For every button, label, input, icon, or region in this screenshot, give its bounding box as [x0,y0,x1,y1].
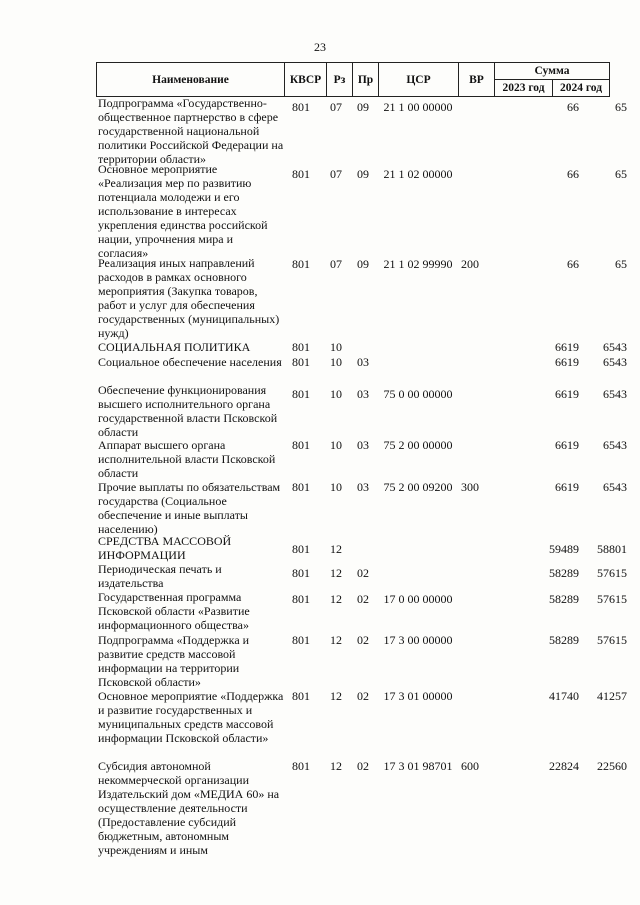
cell-s1: 6619 [555,480,579,494]
header-name: Наименование [97,63,285,96]
cell-name: Периодическая печать и издательства [98,562,222,590]
cell-name: Государственная программа Псковской области «Развитие информационного общества» [98,590,250,632]
cell-s2: 6543 [603,355,627,369]
cell-pr: 09 [357,257,369,271]
cell-s2: 22560 [597,759,627,773]
cell-name: Прочие выплаты по обязательствам государства (Социальное обеспечение и иные выплаты населению) [98,480,281,536]
page-number: 23 [314,40,326,54]
header-sum: Сумма [495,63,609,80]
cell-csr: 17 0 00 00000 [383,592,453,606]
cell-csr: 75 2 00 00000 [383,438,453,452]
cell-s1: 6619 [555,387,579,401]
cell-s1: 58289 [549,633,579,647]
cell-s2: 65 [615,257,627,271]
cell-name: Социальное обеспечение населения [98,355,282,369]
cell-kvsr: 801 [292,480,310,494]
cell-csr: 17 3 01 00000 [383,689,453,703]
cell-s2: 6543 [603,438,627,452]
cell-kvsr: 801 [292,257,310,271]
cell-rz: 12 [330,566,342,580]
cell-pr: 03 [357,438,369,452]
cell-s1: 6619 [555,355,579,369]
cell-rz: 07 [330,100,342,114]
cell-s2: 57615 [597,566,627,580]
cell-vr: 200 [461,257,479,271]
cell-s1: 66 [567,257,579,271]
cell-kvsr: 801 [292,689,310,703]
cell-name: Аппарат высшего органа исполнительной власти Псковской области [98,438,276,480]
cell-vr: 600 [461,759,479,773]
cell-s2: 65 [615,100,627,114]
cell-kvsr: 801 [292,100,310,114]
cell-rz: 07 [330,167,342,181]
cell-rz: 12 [330,633,342,647]
cell-name: СОЦИАЛЬНАЯ ПОЛИТИКА [98,340,251,354]
cell-rz: 12 [330,689,342,703]
header-kvsr: КВСР [285,63,327,96]
cell-rz: 12 [330,542,342,556]
cell-csr: 75 0 00 00000 [383,387,453,401]
header-csr: ЦСР [379,63,459,96]
cell-kvsr: 801 [292,355,310,369]
cell-s2: 58801 [597,542,627,556]
cell-rz: 10 [330,480,342,494]
cell-pr: 02 [357,633,369,647]
cell-pr: 09 [357,100,369,114]
cell-rz: 12 [330,592,342,606]
cell-name: Основное мероприятие «Поддержка и развитие государственных и муниципальных средств массовой информации Псковской области» [98,689,284,745]
cell-pr: 02 [357,566,369,580]
cell-rz: 10 [330,355,342,369]
cell-kvsr: 801 [292,542,310,556]
cell-s1: 6619 [555,438,579,452]
cell-name: СРЕДСТВА МАССОВОЙ ИНФОРМАЦИИ [98,534,232,562]
cell-csr: 21 1 00 00000 [383,100,453,114]
cell-s1: 41740 [549,689,579,703]
cell-s2: 57615 [597,592,627,606]
cell-s1: 58289 [549,592,579,606]
cell-kvsr: 801 [292,633,310,647]
cell-rz: 12 [330,759,342,773]
cell-name: Субсидия автономной некоммерческой организации Издательский дом «МЕДИА 60» на осуществление деятельности (Предоставление субсидий бюджетным, автономным учреждениям и иным [98,759,280,857]
cell-rz: 10 [330,387,342,401]
cell-pr: 02 [357,592,369,606]
cell-name: Подпрограмма «Поддержка и развитие средств массовой информации на территории Псковской области» [98,633,250,689]
cell-kvsr: 801 [292,167,310,181]
cell-csr: 17 3 00 00000 [383,633,453,647]
cell-rz: 10 [330,438,342,452]
cell-csr: 21 1 02 00000 [383,167,453,181]
cell-csr: 21 1 02 99990 [383,257,453,271]
cell-rz: 10 [330,340,342,354]
cell-vr: 300 [461,480,479,494]
cell-name: Основное мероприятие «Реализация мер по развитию потенциала молодежи и его использование в интересах укрепления единства российской нации, упрочнения мира и согласия» [98,162,268,260]
table-header [96,62,610,97]
cell-kvsr: 801 [292,340,310,354]
cell-kvsr: 801 [292,566,310,580]
cell-name: Реализация иных направлений расходов в рамках основного мероприятия (Закупка товаров, работ и услуг для обеспечения государственных (муниципальных) нужд) [98,256,280,340]
cell-pr: 09 [357,167,369,181]
cell-s2: 57615 [597,633,627,647]
cell-s1: 22824 [549,759,579,773]
cell-pr: 02 [357,759,369,773]
cell-s2: 6543 [603,340,627,354]
cell-kvsr: 801 [292,759,310,773]
cell-pr: 03 [357,480,369,494]
cell-csr: 75 2 00 09200 [383,480,453,494]
cell-kvsr: 801 [292,592,310,606]
cell-pr: 03 [357,387,369,401]
cell-name: Обеспечение функционирования высшего исполнительного органа государственной власти Псковской области [98,383,278,439]
cell-s1: 6619 [555,340,579,354]
cell-name: Подпрограмма «Государственно-общественное партнерство в сфере государственной национальной политики Российской Федерации на территории области» [98,96,284,166]
cell-s1: 59489 [549,542,579,556]
cell-rz: 07 [330,257,342,271]
cell-kvsr: 801 [292,387,310,401]
header-rz: Рз [327,63,353,96]
cell-s1: 66 [567,167,579,181]
cell-s2: 6543 [603,480,627,494]
header-vr: ВР [459,63,495,96]
cell-kvsr: 801 [292,438,310,452]
cell-s2: 41257 [597,689,627,703]
cell-s1: 58289 [549,566,579,580]
header-pr: Пр [353,63,379,96]
header-year-2023: 2023 год [495,80,553,96]
cell-pr: 02 [357,689,369,703]
header-year-2024: 2024 год [559,82,603,94]
cell-s2: 6543 [603,387,627,401]
cell-s1: 66 [567,100,579,114]
cell-csr: 17 3 01 98701 [383,759,453,773]
cell-pr: 03 [357,355,369,369]
cell-s2: 65 [615,167,627,181]
